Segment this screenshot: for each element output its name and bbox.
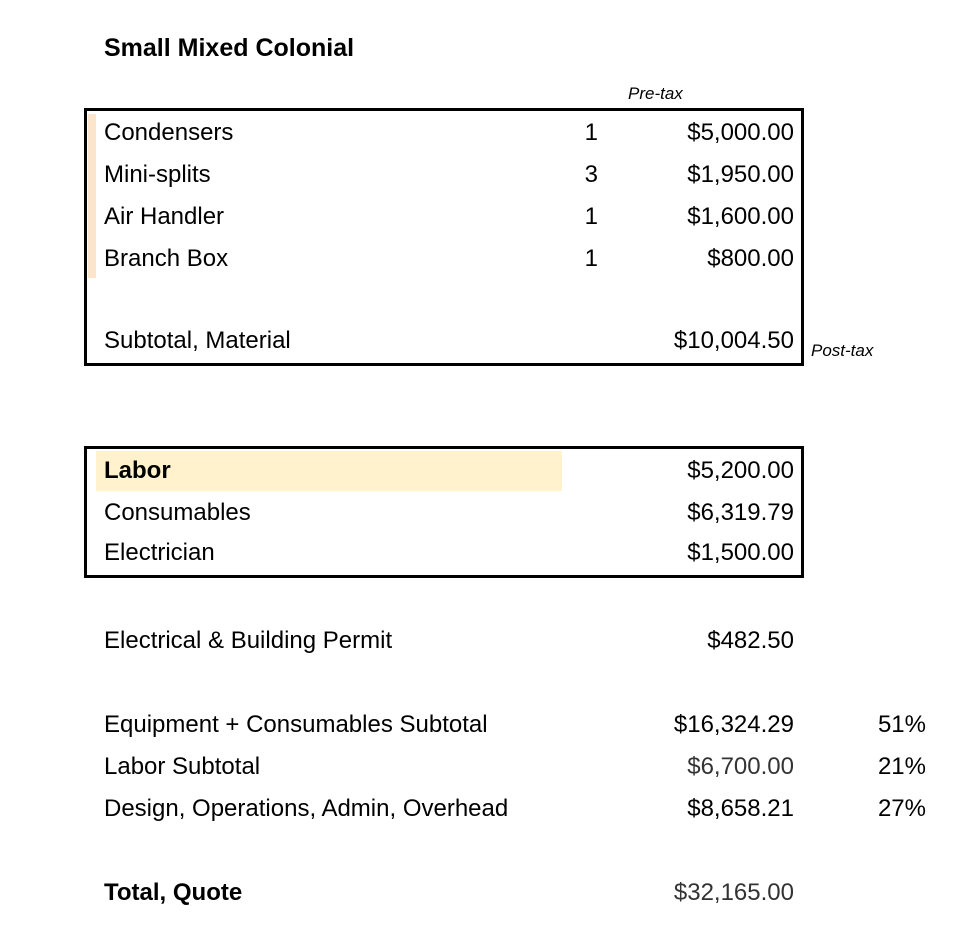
consumables-row[interactable]: [0, 499, 980, 529]
sheet-title: Small Mixed Colonial: [104, 34, 355, 62]
permit-row[interactable]: [0, 627, 980, 657]
summary-amount: $8,658.21: [687, 795, 794, 822]
summary-row-labor[interactable]: [0, 753, 980, 783]
electrician-amount: $1,500.00: [687, 539, 794, 566]
permit-label: Electrical & Building Permit: [104, 627, 393, 654]
material-row-air-handler[interactable]: [0, 203, 980, 233]
consumables-amount: $6,319.79: [687, 499, 794, 526]
summary-row-overhead[interactable]: [0, 795, 980, 825]
material-row-mini-splits[interactable]: [0, 161, 980, 191]
material-label: Mini-splits: [104, 161, 211, 188]
material-qty: 1: [584, 245, 598, 272]
material-amount: $5,000.00: [687, 119, 794, 146]
summary-label: Equipment + Consumables Subtotal: [104, 711, 488, 738]
posttax-note: Post-tax: [811, 341, 874, 360]
pretax-note: Pre-tax: [628, 84, 683, 103]
labor-row[interactable]: [0, 457, 980, 487]
labor-label: Labor: [104, 457, 171, 484]
summary-percent: 27%: [877, 795, 926, 822]
labor-amount: $5,200.00: [687, 457, 794, 484]
material-amount: $800.00: [707, 245, 794, 272]
summary-percent: 51%: [877, 711, 926, 738]
total-label: Total, Quote: [104, 879, 243, 906]
subtotal-amount: $10,004.50: [673, 327, 794, 354]
material-qty: 1: [584, 203, 598, 230]
material-row-branch-box[interactable]: [0, 245, 980, 275]
electrician-label: Electrician: [104, 539, 215, 566]
summary-label: Design, Operations, Admin, Overhead: [104, 795, 509, 822]
summary-label: Labor Subtotal: [104, 753, 261, 780]
summary-percent: 21%: [877, 753, 926, 780]
material-label: Branch Box: [104, 245, 229, 272]
electrician-row[interactable]: [0, 539, 980, 569]
consumables-label: Consumables: [104, 499, 251, 526]
material-label: Air Handler: [104, 203, 225, 230]
material-qty: 1: [584, 119, 598, 146]
summary-row-equipment[interactable]: [0, 711, 980, 741]
material-qty: 3: [584, 161, 598, 188]
material-amount: $1,950.00: [687, 161, 794, 188]
permit-amount: $482.50: [707, 627, 794, 654]
material-row-condensers[interactable]: [0, 119, 980, 149]
summary-amount: $16,324.29: [673, 711, 794, 738]
total-row[interactable]: [0, 879, 980, 909]
summary-amount: $6,700.00: [687, 753, 794, 780]
total-amount: $32,165.00: [673, 879, 794, 906]
material-label: Condensers: [104, 119, 234, 146]
subtotal-label: Subtotal, Material: [104, 327, 291, 354]
material-amount: $1,600.00: [687, 203, 794, 230]
